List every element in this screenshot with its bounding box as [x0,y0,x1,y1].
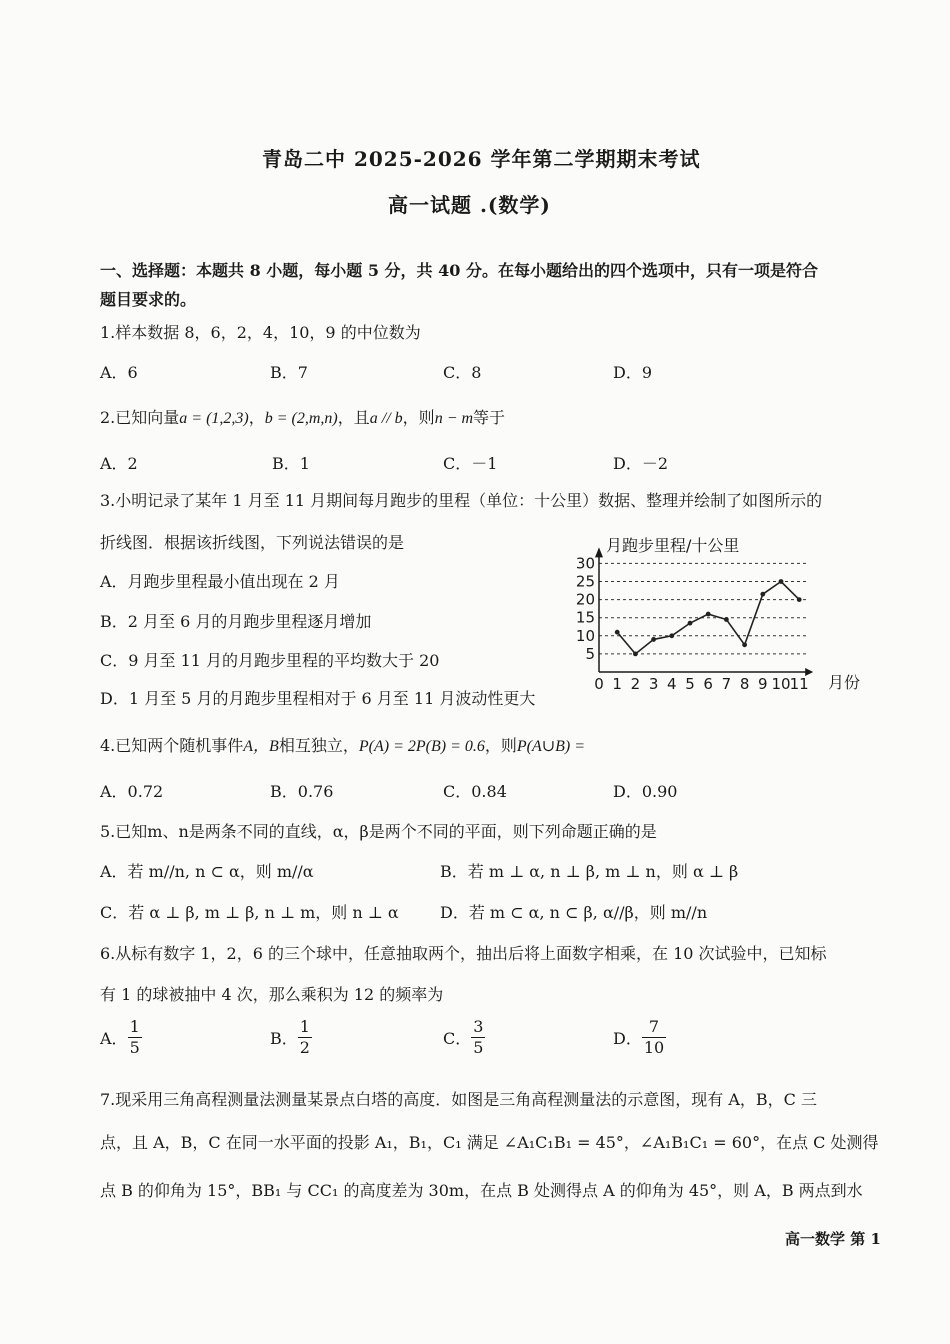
q6-option-b-numerator: 1 [299,1017,310,1036]
q6-option-c-denominator: 5 [473,1038,484,1057]
exam-title: 青岛二中 2025-2026 学年第二学期期末考试 [262,147,701,171]
q6-option-b-denominator: 2 [299,1038,310,1057]
q5-option-c: C．若 α ⊥ β, m ⊥ β, n ⊥ m，则 n ⊥ α [100,903,399,922]
q1-option-d: D．9 [613,363,653,382]
data-point-9 [760,592,765,597]
data-point-10 [779,579,784,584]
x-tick-label-5: 5 [685,675,695,693]
page-footer: 高一数学 第 1 [785,1230,881,1248]
x-tick-label-9: 9 [758,675,768,693]
q2-stem [100,405,505,428]
q3-option-a: A．月跑步里程最小值出现在 2 月 [100,572,340,591]
q6-option-c [443,1017,485,1058]
q6-option-b [270,1017,312,1058]
q4-option-c: C．0.84 [443,782,507,801]
q2-option-c: C．－1 [443,454,498,473]
q4-option-b: B．0.76 [270,782,334,801]
chart-x-axis-label: 月份 [828,673,861,692]
q2-option-a: A．2 [100,454,138,473]
data-point-4 [669,633,674,638]
q6-option-d-numerator: 7 [642,1017,666,1038]
y-axis-arrow [595,547,603,557]
data-point-5 [688,621,693,626]
q6-option-a-numerator: 1 [129,1017,140,1036]
q6-option-a [100,1017,142,1058]
x-tick-label-1: 1 [612,675,622,693]
q5-option-b: B．若 m ⊥ α, n ⊥ β, m ⊥ n，则 α ⊥ β [440,862,739,881]
y-tick-label-15: 15 [575,608,595,627]
y-tick-label-20: 20 [575,590,595,609]
q3-option-b: B．2 月至 6 月的月跑步里程逐月增加 [100,612,372,631]
y-tick-label-30: 30 [575,554,595,573]
q6-option-c-label: C． [443,1029,472,1048]
chart-y-axis-label: 月跑步里程/十公里 [606,536,740,555]
q6-option-a-label: A． [100,1029,128,1048]
q2-condition: a // b [369,410,403,427]
x-tick-label-2: 2 [630,675,641,693]
q2-option-b: B．1 [272,454,310,473]
x-tick-label-10: 10 [771,675,791,693]
q2-condition-prefix: ，且 [337,408,370,427]
q3-option-d: D．1 月至 5 月的月跑步里程相对于 6 月至 11 月波动性更大 [100,689,536,708]
q2-ask-prefix: ，则 [402,408,435,427]
q6-option-c-fraction [471,1017,485,1058]
data-point-11 [797,597,802,602]
q4-vars: A，B [243,738,279,755]
q4-stem [100,733,585,756]
q6-stem-line2: 有 1 的球被抽中 4 次，那么乘积为 12 的频率为 [100,985,444,1004]
q6-option-b-label: B． [270,1029,298,1048]
q3-option-c: C．9 月至 11 月的月跑步里程的平均数大于 20 [100,651,440,670]
exam-subtitle: 高一试题 .(数学) [388,193,551,217]
q2-ask: n − m [434,410,474,427]
x-tick-label-11: 11 [789,675,809,693]
q3-stem-line2: 折线图．根据该折线图，下列说法错误的是 [100,533,405,552]
q2-ask-suffix: 等于 [473,408,506,427]
q4-stem-prefix: 4.已知两个随机事件 [100,736,244,755]
q6-option-b-fraction [298,1017,312,1058]
q4-option-a: A．0.72 [100,782,164,801]
chart-axes [595,547,813,676]
q4-ask: P(A∪B) = [516,738,586,755]
q7-stem-line3: 点 B 的仰角为 15°，BB₁ 与 CC₁ 的高度差为 30m，在点 B 处测得点 A 的仰角为 45°，则 A，B 两点到水 [100,1181,863,1200]
data-point-1 [615,630,620,635]
q1-option-b: B．7 [270,363,308,382]
q2-number: 2.已知向量 [100,408,180,427]
y-tick-label-5: 5 [585,644,595,663]
q3-stem-line1: 3.小明记录了某年 1 月至 11 月期间每月跑步的里程（单位：十公里）数据、整理并绘制了如图所示的 [100,491,823,510]
x-tick-label-7: 7 [721,675,732,693]
q6-stem-line1: 6.从标有数字 1，2，6 的三个球中，任意抽取两个，抽出后将上面数字相乘，在 10 次试验中，已知标 [100,944,827,963]
q7-stem-line2: 点，且 A，B，C 在同一水平面的投影 A₁，B₁，C₁ 满足 ∠A₁C₁B₁ = 45°，∠A₁B₁C₁ = 60°，在点 C 处测得 [100,1133,879,1152]
q5-stem: 5.已知m、n是两条不同的直线，α，β是两个不同的平面，则下列命题正确的是 [100,822,657,841]
q5-option-d: D．若 m ⊂ α, n ⊂ β, α//β，则 m//n [440,903,708,922]
data-point-3 [651,637,656,642]
q2-vector-b: b = (2,m,n) [264,410,338,427]
q3-line-chart [560,530,880,700]
y-tick-label-25: 25 [575,572,595,591]
x-tick-label-4: 4 [667,675,677,693]
q1-option-c: C．8 [443,363,482,382]
q2-separator: ， [248,408,265,427]
section-heading-line2: 题目要求的。 [100,290,197,309]
y-tick-label-10: 10 [575,626,595,645]
q2-vector-a: a = (1,2,3) [179,410,249,427]
x-tick-label-8: 8 [739,675,750,693]
x-tick-label-0: 0 [594,675,604,693]
q6-option-d [613,1017,666,1058]
section-heading-line1: 一、选择题：本题共 8 小题，每小题 5 分，共 40 分。在每小题给出的四个选项中，只有一项是符合 [100,261,818,280]
q4-stem-middle: 相互独立， [278,736,359,755]
q7-stem-line1: 7.现采用三角高程测量法测量某景点白塔的高度．如图是三角高程测量法的示意图，现有 A，B，C 三 [100,1090,817,1109]
q4-ask-prefix: ，则 [484,736,517,755]
data-point-7 [724,617,729,622]
chart-grid [599,563,807,654]
x-tick-label-3: 3 [648,675,659,693]
q2-option-d: D．－2 [613,454,669,473]
q6-option-a-denominator: 5 [129,1038,140,1057]
q6-option-a-fraction [128,1017,142,1058]
q5-option-a: A．若 m//n, n ⊂ α，则 m//α [100,862,314,881]
q6-option-c-numerator: 3 [473,1017,484,1036]
q1-stem: 1.样本数据 8，6，2，4，10，9 的中位数为 [100,323,421,342]
q4-option-d: D．0.90 [613,782,678,801]
q4-equation: P(A) = 2P(B) = 0.6 [358,738,485,755]
x-tick-label-6: 6 [703,675,713,693]
data-point-6 [706,612,711,617]
data-point-8 [742,642,747,647]
q6-option-d-fraction [642,1017,666,1058]
data-point-2 [633,652,638,657]
q6-option-d-label: D． [613,1029,642,1048]
q6-option-d-denominator: 10 [643,1038,665,1057]
q1-option-a: A．6 [100,363,138,382]
